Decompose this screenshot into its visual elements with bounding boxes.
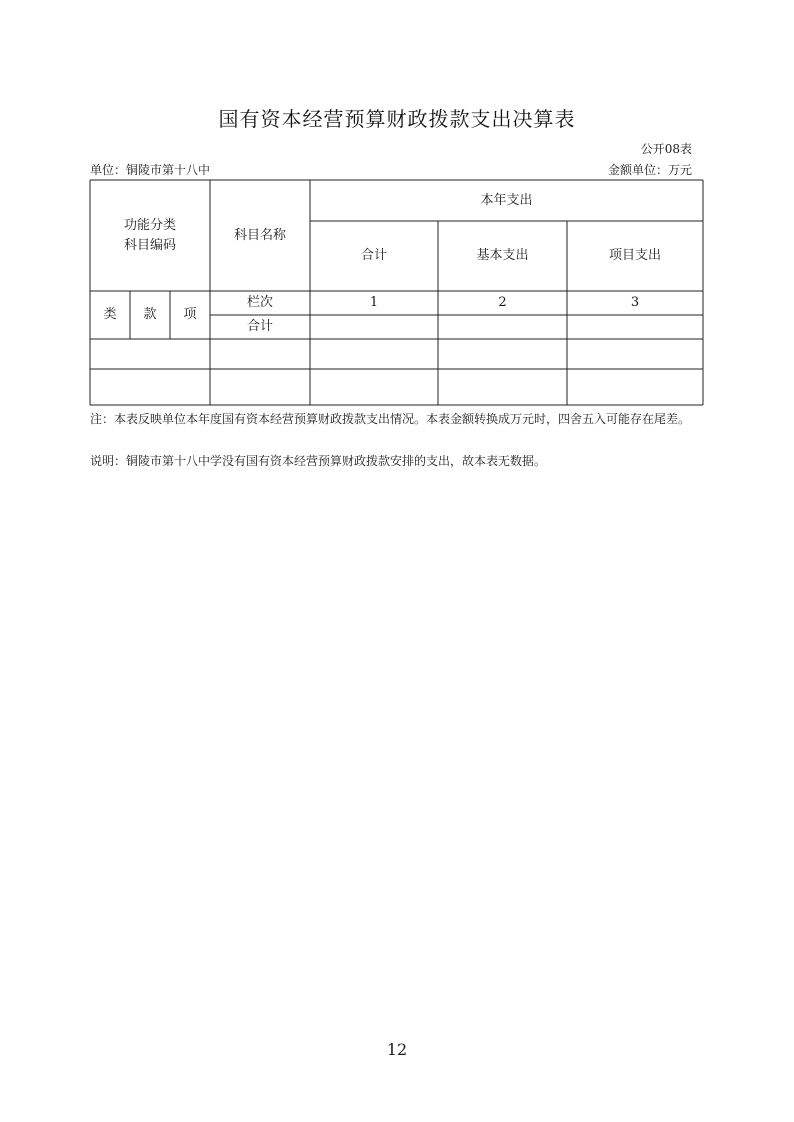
subject-name-header: 科目名称 — [233, 228, 286, 243]
sub-header-section: 款 — [143, 307, 157, 322]
function-class-line2: 科目编码 — [123, 238, 176, 253]
table-note: 注：本表反映单位本年度国有资本经营预算财政拨款支出情况。本表金额转换成万元时，四舍五入可能存在尾差。 — [90, 412, 691, 426]
unit-label: 单位：铜陵市第十八中 — [90, 163, 211, 177]
amount-unit: 金额单位：万元 — [607, 163, 692, 177]
column-number-3: 3 — [630, 295, 640, 310]
sub-header-item: 项 — [183, 307, 197, 322]
column-order-label: 栏次 — [246, 295, 273, 310]
total-row-label: 合计 — [246, 319, 273, 334]
form-code: 公开08表 — [640, 142, 692, 156]
sub-header-category: 类 — [103, 307, 117, 322]
function-class-line1: 功能分类 — [123, 218, 176, 233]
current-year-expense-header: 本年支出 — [480, 192, 533, 208]
column-header-project: 项目支出 — [608, 248, 661, 263]
column-header-basic: 基本支出 — [476, 248, 529, 263]
column-number-1: 1 — [369, 295, 379, 310]
table-explanation: 说明：铜陵市第十八中学没有国有资本经营预算财政拨款安排的支出，故本表无数据。 — [90, 454, 547, 468]
page-title: 国有资本经营预算财政拨款支出决算表 — [218, 107, 576, 131]
page-number: 12 — [386, 1040, 408, 1059]
column-header-total: 合计 — [360, 248, 387, 263]
function-class-header — [90, 211, 210, 261]
column-number-2: 2 — [498, 295, 507, 310]
